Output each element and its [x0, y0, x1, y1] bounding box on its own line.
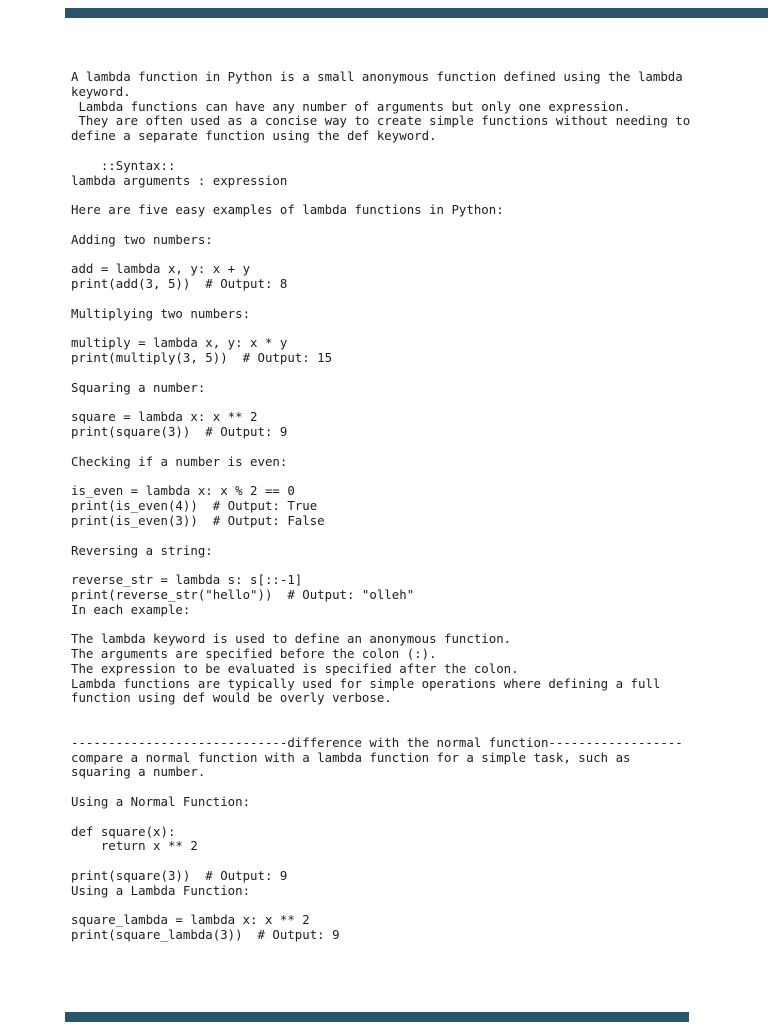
redacted-line-bar-bottom: [65, 1012, 689, 1022]
redacted-line-bar-top: [65, 8, 768, 18]
document-text: A lambda function in Python is a small anonymous function defined using the lambda keyword. Lambda functions can have any number of arguments but only one expression. They are often used as a concise way to create simple functions without needing to define a separate function using the def keyword. ::Syntax:: lambda arguments : expression Here are five easy examples of lambda functions in Python: Adding two numbers: add = lambda x, y: x + y print(add(3, 5)) # Output: 8 Multiplying two numbers: multiply = lambda x, y: x * y print(multiply(3, 5)) # Output: 15 Squaring a number: square = lambda x: x ** 2 print(square(3)) # Output: 9 Checking if a number is even: is_even = lambda x: x % 2 == 0 print(is_even(4)) # Output: True print(is_even(3)) # Output: False Reversing a string: reverse_str = lambda s: s[::-1] print(reverse_str("hello")) # Output: "olleh" In each example: The lambda keyword is used to define an anonymous function. The arguments are specified before the colon (:). The expression to be evaluated is specified after the colon. Lambda functions are typically used for simple operations where defining a full function using def would be overly verbose. -----------------------------difference with the normal function------------------ compare a normal function with a lambda function for a simple task, such as squaring a number. Using a Normal Function: def square(x): return x ** 2 print(square(3)) # Output: 9 Using a Lambda Function: square_lambda = lambda x: x ** 2 print(square_lambda(3)) # Output: 9: [71, 69, 691, 943]
